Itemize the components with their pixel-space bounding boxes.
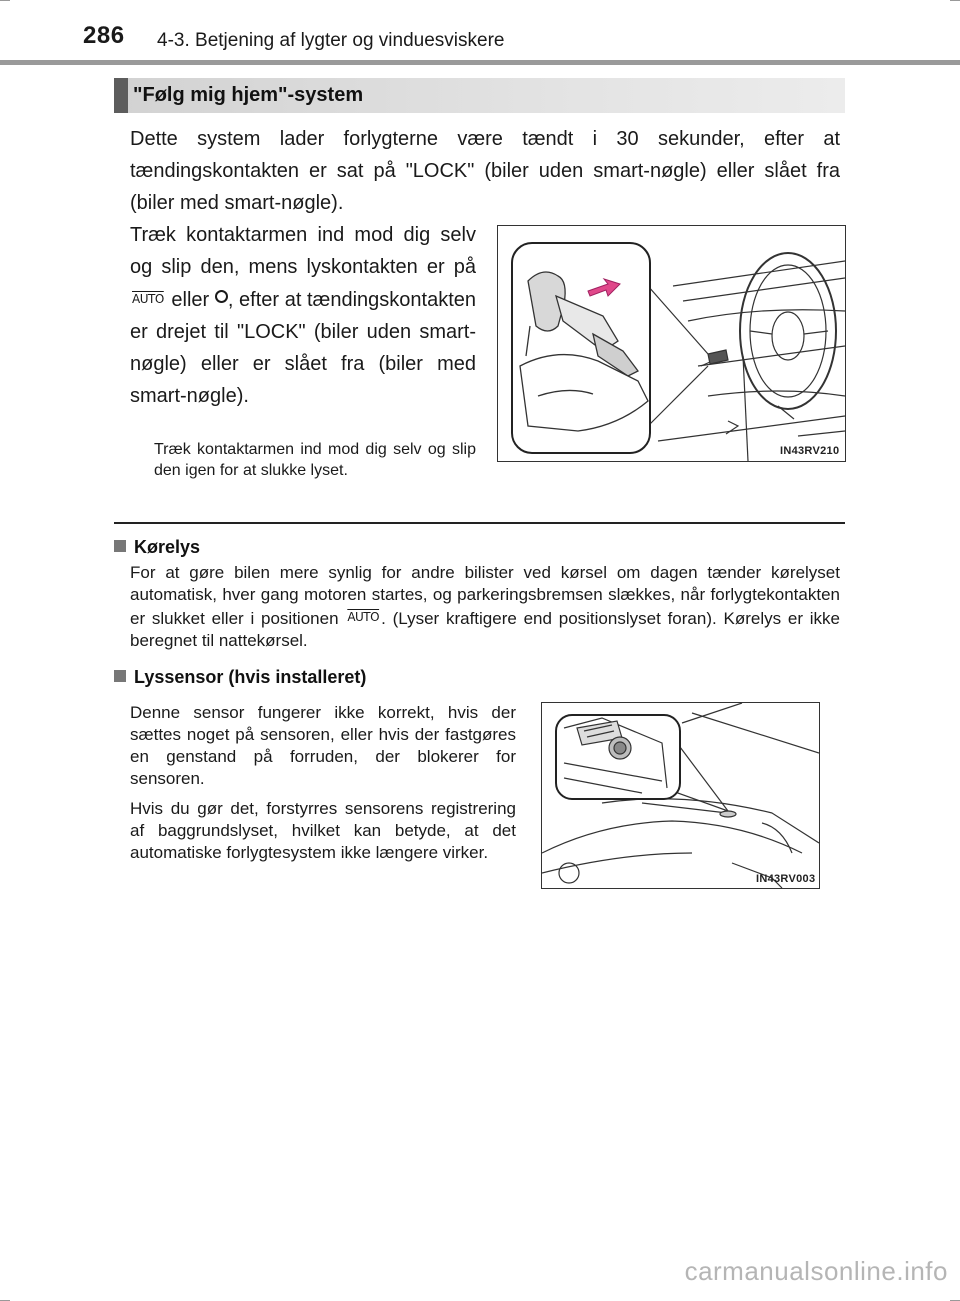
instruction-text-2: eller (171, 289, 210, 311)
page-number: 286 (83, 22, 125, 49)
bullet-square-icon (114, 670, 126, 682)
sensor-windshield-figure (541, 702, 820, 889)
watermark: carmanualsonline.info (684, 1256, 948, 1286)
auto-icon: AUTO (347, 610, 380, 624)
figure-code: IN43RV210 (780, 445, 840, 457)
chapter-title: 4-3. Betjening af lygter og vinduesviskere (157, 30, 505, 51)
intro-paragraph: Dette system lader forlygterne være tændt i 30 sekunder, efter at tændingskontakten er sat på "LOCK" (biler uden smart-nøgle) eller slået fra (biler med smart-nøgle). (130, 128, 840, 214)
lever-dashboard-figure (497, 225, 846, 462)
instruction-note: Træk kontaktarmen ind mod dig selv og slip den igen for at slukke lyset. (154, 441, 476, 479)
section-divider (114, 522, 845, 524)
drl-paragraph (130, 562, 840, 652)
section-title: "Følg mig hjem"-system (133, 84, 364, 106)
sensor-heading-text: Lyssensor (hvis installeret) (134, 667, 367, 687)
sensor-paragraph-2: Hvis du gør det, forstyrres sensorens registrering af baggrundslyset, hvilket kan betyde, at det automatiske forlygtesystem ikke længere virker. (130, 799, 516, 862)
light-symbol-icon (215, 290, 228, 303)
bullet-square-icon (114, 540, 126, 552)
drl-heading (114, 537, 200, 558)
lever-dashboard-illustration (498, 226, 845, 461)
instruction-paragraph (130, 219, 476, 412)
sensor-windshield-illustration (542, 703, 819, 888)
instruction-text-3: , efter at tændingskontakten er drejet til "LOCK" (biler uden smart-nøgle) eller er slået fra (biler med smart-nøgle). (130, 289, 477, 407)
header-rule (0, 60, 960, 65)
crop-mark (0, 0, 10, 1)
auto-icon: AUTO (132, 292, 164, 306)
figure-code: IN43RV003 (756, 873, 816, 885)
instruction-text-1: Træk kontaktarmen ind mod dig selv og slip den, mens lyskontakten er på (130, 224, 476, 278)
drl-text-2: . (Lyser kraftigere end positionslyset foran). Kørelys er ikke beregnet til nattekørsel. (130, 609, 840, 650)
section-bar-stripe (114, 78, 128, 113)
sensor-paragraph-1: Denne sensor fungerer ikke korrekt, hvis der sættes noget på sensoren, eller hvis der fastgøres en genstand på forruden, der blokerer for sensoren. (130, 703, 516, 788)
crop-mark (950, 0, 960, 1)
drl-heading-text: Kørelys (134, 537, 201, 557)
sensor-heading (114, 667, 366, 688)
drl-text-1: For at gøre bilen mere synlig for andre bilister ved kørsel om dagen tænder kørelyset automatisk, hver gang motoren startes, og parkeringsbremsen slækkes, når forlygtekontakten er slukket eller i positionen (130, 563, 840, 628)
